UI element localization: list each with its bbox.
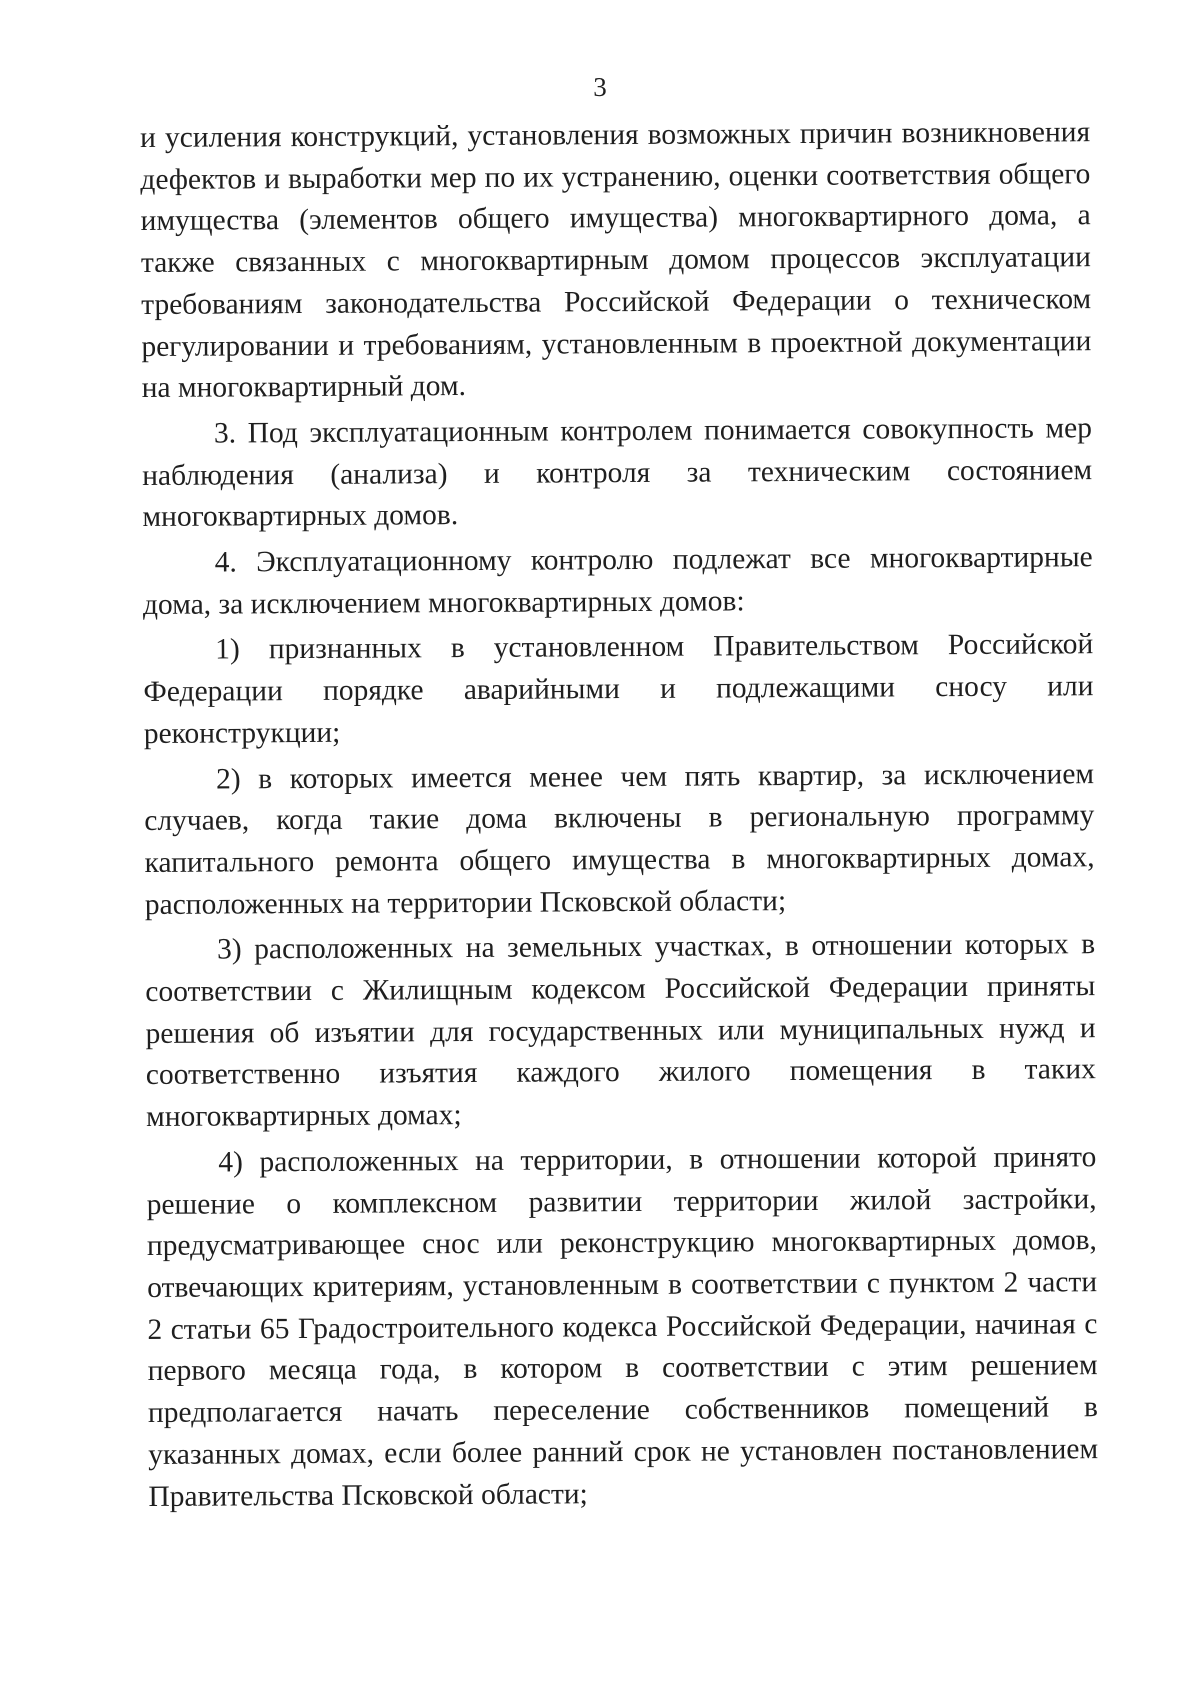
list-item-4-4: 4) расположенных на территории, в отношении которой принято решение о комплексном развитии территории жилой застройки, предусматривающее снос или реконструкцию многоквартирных домов, отвечающих критериям, установленным в соответствии с пунктом 2 части 2 статьи 65 Градостроительного кодекса Российской Федерации, начиная с первого месяца года, в котором в соответствии с этим решением предполагается начать переселение собственников помещений в указанных домах, если более ранний срок не установлен постановлением Правительства Псковской области; <box>146 1141 1099 1513</box>
list-item-4-1: 1) признанных в установленном Правительством Российской Федерации порядке аварийными и подлежащими сносу или реконструкции; <box>143 628 1094 750</box>
list-item-4-2: 2) в которых имеется менее чем пять квартир, за исключением случаев, когда такие дома включены в региональную программу капитального ремонта общего имущества в многоквартирных домах, расположенных на территории Псковской области; <box>144 757 1095 921</box>
paragraph-4: 4. Эксплуатационному контролю подлежат все многоквартирные дома, за исключением многоквартирных домов: <box>142 541 1093 621</box>
paragraph-3: 3. Под эксплуатационным контролем понимается совокупность мер наблюдения (анализа) и контроля за техническим состоянием многоквартирных домов. <box>142 412 1093 534</box>
list-item-4-3: 3) расположенных на земельных участках, в отношении которых в соответствии с Жилищным кодексом Российской Федерации приняты решения об изъятии для государственных или муниципальных нужд и соответственно изъятия каждого жилого помещения в таких многоквартирных домах; <box>145 928 1096 1134</box>
page-number: 3 <box>593 72 607 102</box>
document-body <box>140 112 1099 1518</box>
paragraph-continued: и усиления конструкций, установления возможных причин возникновения дефектов и выработки мер по их устранению, оценки соответствия общего имущества (элементов общего имущества) многоквартирного дома, а также связанных с многоквартирным домом процессов эксплуатации требованиям законодательства Российской Федерации о техническом регулировании и требованиям, установленным в проектной документации на многоквартирный дом. <box>140 116 1092 405</box>
